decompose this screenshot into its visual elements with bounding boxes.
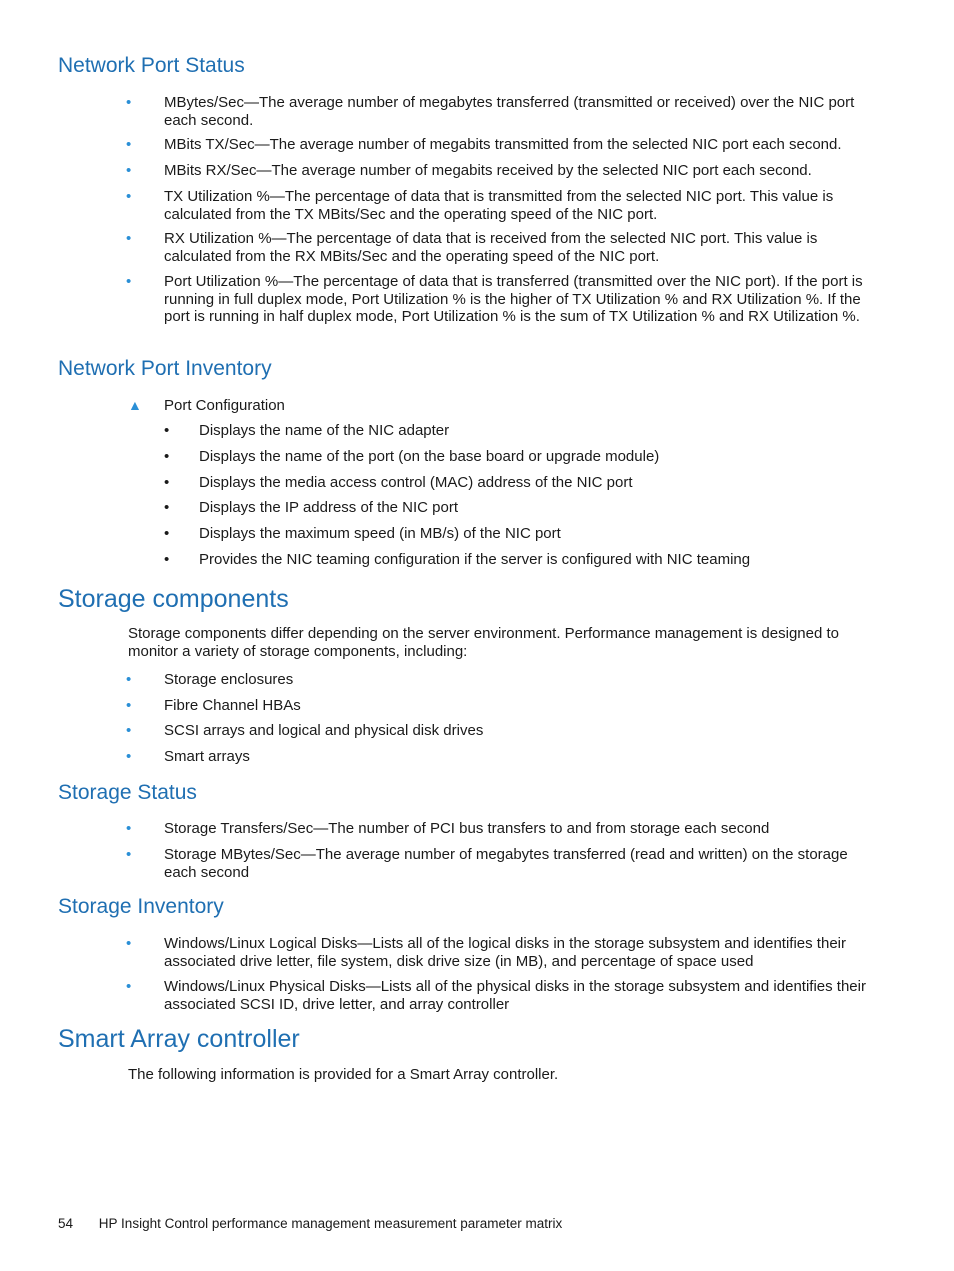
bullet-icon: •: [126, 136, 132, 153]
bullet-icon: •: [164, 499, 170, 516]
bullet-icon: •: [126, 722, 132, 739]
section-heading-storage-status: Storage Status: [58, 781, 197, 804]
sub-list-item: [160, 499, 860, 517]
list-item: [126, 722, 872, 740]
bullet-icon: •: [126, 671, 132, 688]
list-item: [126, 230, 872, 265]
bullet-icon: •: [164, 551, 170, 568]
bullet-icon: •: [126, 188, 132, 205]
sub-list-item: [160, 525, 860, 543]
list-item-text: Storage Transfers/Sec—The number of PCI bus transfers to and from storage each second: [164, 820, 770, 837]
sub-list-item: [160, 551, 860, 569]
sub-list-item: [160, 448, 860, 466]
list-item-text: MBits RX/Sec—The average number of megabits received by the selected NIC port each second.: [164, 162, 812, 179]
sub-list-item: [160, 474, 860, 492]
bullet-icon: •: [126, 697, 132, 714]
page-footer: [58, 1216, 562, 1231]
list-item-text: RX Utilization %—The percentage of data that is received from the selected NIC port. This value is calculated from the RX MBits/Sec and the operating speed of the NIC port.: [164, 230, 818, 265]
list-item: [126, 188, 872, 223]
list-item-text: Displays the media access control (MAC) address of the NIC port: [199, 474, 633, 491]
list-item: [126, 846, 872, 881]
section-heading-storage-components: Storage components: [58, 585, 289, 613]
section-heading-storage-inventory: Storage Inventory: [58, 895, 224, 918]
section-heading-smart-array-controller: Smart Array controller: [58, 1025, 300, 1053]
list-item: [126, 162, 872, 180]
list-item-text: Displays the IP address of the NIC port: [199, 499, 459, 516]
list-item: [126, 978, 872, 1013]
storage-components-intro: Storage components differ depending on the server environment. Performance management is designed to monitor a variety of storage components, including:: [128, 625, 839, 660]
bullet-icon: •: [126, 935, 132, 952]
bullet-icon: •: [126, 978, 132, 995]
list-item-text: Provides the NIC teaming configuration if the server is configured with NIC teaming: [199, 551, 751, 568]
list-item-text: Storage enclosures: [164, 671, 294, 688]
list-item-text: Displays the name of the port (on the base board or upgrade module): [199, 448, 660, 465]
list-item-text: Smart arrays: [164, 748, 250, 765]
triangle-icon: ▲: [128, 397, 142, 413]
bullet-icon: •: [126, 230, 132, 247]
bullet-icon: •: [126, 162, 132, 179]
bullet-icon: •: [164, 525, 170, 542]
list-item: [126, 136, 872, 154]
bullet-icon: •: [164, 448, 170, 465]
list-item-text: Fibre Channel HBAs: [164, 697, 301, 714]
list-item: [126, 273, 872, 326]
bullet-icon: •: [164, 422, 170, 439]
list-item-text: Displays the maximum speed (in MB/s) of the NIC port: [199, 525, 561, 542]
bullet-icon: •: [126, 820, 132, 837]
page-number: 54: [58, 1216, 74, 1231]
list-item-text: Windows/Linux Physical Disks—Lists all of the physical disks in the storage subsystem and identifies their associated SCSI ID, drive letter, and array controller: [164, 978, 866, 1013]
list-item-text: MBits TX/Sec—The average number of megabits transmitted from the selected NIC port each second.: [164, 136, 842, 153]
list-item: [126, 697, 872, 715]
sub-list-item: [160, 422, 860, 440]
bullet-icon: •: [164, 474, 170, 491]
list-item-text: SCSI arrays and logical and physical disk drives: [164, 722, 484, 739]
bullet-icon: •: [126, 273, 132, 290]
document-title: HP Insight Control performance management measurement parameter matrix: [98, 1216, 563, 1231]
list-item-text: Storage MBytes/Sec—The average number of megabytes transferred (read and written) on the storage each second: [164, 846, 848, 881]
bullet-icon: •: [126, 748, 132, 765]
list-item-group: [128, 397, 285, 415]
list-item-text: Displays the name of the NIC adapter: [199, 422, 450, 439]
list-item: [126, 935, 872, 970]
smart-array-intro: The following information is provided for a Smart Array controller.: [128, 1066, 559, 1083]
bullet-icon: •: [126, 94, 132, 111]
section-heading-network-port-inventory: Network Port Inventory: [58, 357, 272, 380]
bullet-icon: •: [126, 846, 132, 863]
list-item-text: Port Utilization %—The percentage of data that is transferred (transmitted over the NIC port). If the port is running in full duplex mode, Port Utilization % is the higher of TX Utilization % and RX Utilization %. If the port is running in half duplex mode, Port Utilization % is the sum of TX Utilization % and RX Utilization %.: [164, 273, 863, 325]
list-item-text: TX Utilization %—The percentage of data that is transmitted from the selected NIC port. This value is calculated from the TX MBits/Sec and the operating speed of the NIC port.: [164, 188, 834, 223]
list-item-text: MBytes/Sec—The average number of megabytes transferred (transmitted or received) over the NIC port each second.: [164, 94, 855, 129]
list-item: [126, 748, 872, 766]
group-label: Port Configuration: [164, 397, 285, 414]
list-item: [126, 671, 872, 689]
list-item: [126, 820, 872, 838]
section-heading-network-port-status: Network Port Status: [58, 54, 245, 77]
list-item: [126, 94, 872, 129]
list-item-text: Windows/Linux Logical Disks—Lists all of the logical disks in the storage subsystem and identifies their associated drive letter, file system, disk drive size (in MB), and percentage of space used: [164, 935, 846, 970]
